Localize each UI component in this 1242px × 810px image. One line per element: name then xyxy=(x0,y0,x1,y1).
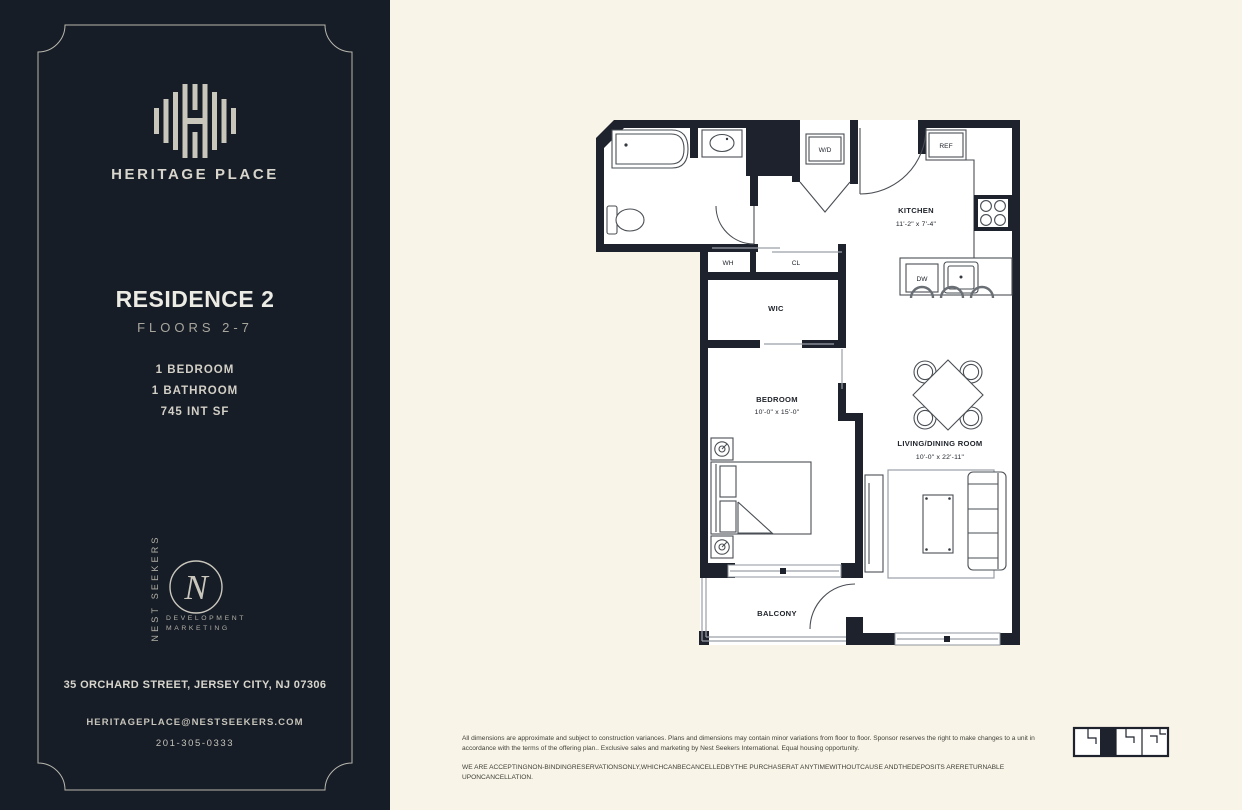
keyplan-unit-highlight xyxy=(1100,728,1116,756)
contact-email: HERITAGEPLACE@NESTSEEKERS.COM xyxy=(86,717,304,728)
property-address: 35 ORCHARD STREET, JERSEY CITY, NJ 07306 xyxy=(63,679,327,691)
feature-bedrooms: 1 BEDROOM xyxy=(155,364,235,376)
heritage-logo-mark xyxy=(154,84,236,163)
kitchen-label: KITCHEN xyxy=(898,206,934,215)
floors-subtitle: FLOORS 2-7 xyxy=(137,320,253,335)
feature-bathrooms: 1 BATHROOM xyxy=(151,385,239,397)
contact-phone: 201-305-0333 xyxy=(155,738,235,749)
nest-seekers-monogram xyxy=(167,558,225,616)
balcony-label: BALCONY xyxy=(757,609,797,618)
agency-line-marketing: MARKETING xyxy=(166,625,230,632)
wd-label: W/D xyxy=(818,147,832,154)
cl-label: CL xyxy=(791,260,801,267)
residence-title: RESIDENCE 2 xyxy=(115,286,275,312)
floorplan-drawing xyxy=(588,112,1028,652)
kitchen-dim: 11'-2" x 7'-4" xyxy=(895,221,937,228)
wh-label: WH xyxy=(722,260,734,267)
agency-name-vertical: NEST SEEKERS xyxy=(150,534,160,642)
living-dim: 10'-0" x 22'-11" xyxy=(915,454,965,461)
living-label: LIVING/DINING ROOM xyxy=(897,439,983,448)
ref-label: REF xyxy=(939,143,953,150)
unit-features xyxy=(0,360,390,423)
bedroom-dim: 10'-0" x 15'-0" xyxy=(754,409,800,416)
agency-line-development: DEVELOPMENT xyxy=(166,615,246,622)
info-panel xyxy=(0,0,390,810)
legal-disclaimer xyxy=(462,734,1047,792)
disclaimer-paragraph-1: All dimensions are approximate and subject to construction variances. Plans and dimensions may contain minor variations from floor to floor. Sponsor reserves the right to make changes to a unit in accordance with the terms of the offering plan.. Exclusive sales and marketing by Nest Seekers International. Equal housing opportunity. xyxy=(462,735,1035,752)
agency-tagline xyxy=(166,614,246,634)
brand-name: HERITAGE PLACE xyxy=(111,166,279,183)
disclaimer-paragraph-2: WE ARE ACCEPTINGNON-BINDINGRESERVATIONSONLY,WHICHCANBECANCELLEDBYTHE PURCHASERAT ANYTIMEWITHOUTCAUSE ANDTHEDEPOSITS ARERETURNABLE UPONCANCELLATION. xyxy=(462,764,1005,781)
svg-text:N: N xyxy=(184,568,208,607)
dw-label: DW xyxy=(916,276,928,283)
bedroom-label: BEDROOM xyxy=(756,395,798,404)
wic-label: WIC xyxy=(768,304,784,313)
feature-area: 745 INT SF xyxy=(160,406,230,418)
building-keyplan xyxy=(1072,722,1172,766)
